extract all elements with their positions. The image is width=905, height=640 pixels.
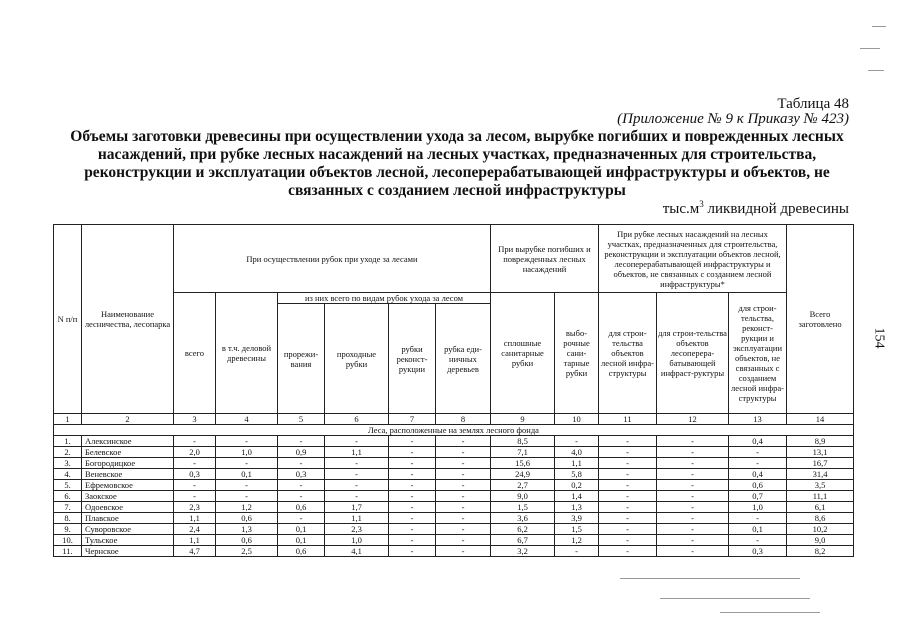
value-cell: - [436, 546, 491, 557]
value-cell: - [729, 447, 787, 458]
value-cell: 0,6 [216, 513, 278, 524]
value-cell: - [436, 535, 491, 546]
units-suffix: ликвидной древесины [703, 201, 849, 217]
value-cell: - [599, 546, 657, 557]
row-number: 9. [54, 524, 82, 535]
value-cell: - [599, 524, 657, 535]
value-cell: - [599, 513, 657, 524]
value-cell: - [174, 491, 216, 502]
value-cell: 1,2 [555, 535, 599, 546]
value-cell: 3,6 [491, 513, 555, 524]
header-passing-cuts: проходные рубки [325, 304, 389, 414]
value-cell: - [436, 469, 491, 480]
table-row [54, 480, 854, 491]
scan-artifact [620, 578, 800, 579]
value-cell: 15,6 [491, 458, 555, 469]
value-cell: - [436, 502, 491, 513]
value-cell: 0,7 [729, 491, 787, 502]
forestry-name: Заокское [82, 491, 174, 502]
header-infra-group: При рубке лесных насаждений на лесных участках, предназначенных для строительства, реконструкции и эксплуатации объектов лесной, лесоперерабатывающей инфраструктуры и объектов, не связанных с созданием лесной инфраструктуры* [599, 225, 787, 293]
column-number: 9 [491, 414, 555, 425]
value-cell: 4,1 [325, 546, 389, 557]
value-cell: 4,0 [555, 447, 599, 458]
value-cell: - [436, 458, 491, 469]
column-number: 2 [82, 414, 174, 425]
value-cell: - [657, 502, 729, 513]
value-cell: - [389, 436, 436, 447]
value-cell: 5,8 [555, 469, 599, 480]
table-number: Таблица 48 [777, 96, 849, 112]
value-cell: - [555, 436, 599, 447]
row-number: 2. [54, 447, 82, 458]
document-title: Объемы заготовки древесины при осуществлении ухода за лесом, вырубке погибших и поврежденных лесных насаждений, при рубке лесных насаждений на лесных участках, предназначенных для строительства, реконструкции и эксплуатации объектов лесной, лесоперерабатывающей инфраструктуры и объектов, не связанных с созданием лесной инфраструктуры [70, 128, 844, 199]
units-label [663, 199, 849, 218]
forestry-name: Ефремовское [82, 480, 174, 491]
column-number: 6 [325, 414, 389, 425]
value-cell: 0,1 [216, 469, 278, 480]
value-cell: 6,1 [787, 502, 854, 513]
value-cell: 13,1 [787, 447, 854, 458]
value-cell: 2,3 [174, 502, 216, 513]
value-cell: 1,0 [216, 447, 278, 458]
value-cell: - [174, 458, 216, 469]
harvest-volume-table [53, 224, 854, 557]
value-cell: - [389, 502, 436, 513]
value-cell: - [278, 491, 325, 502]
header-single-trees: рубка еди-ничных деревьев [436, 304, 491, 414]
column-number: 11 [599, 414, 657, 425]
value-cell: 0,6 [216, 535, 278, 546]
header-care-subgroup: из них всего по видам рубок ухода за лесом [278, 293, 491, 304]
value-cell: - [599, 447, 657, 458]
row-number: 8. [54, 513, 82, 524]
value-cell: - [216, 436, 278, 447]
units-prefix: тыс.м [662, 201, 700, 217]
value-cell: - [599, 458, 657, 469]
table-row [54, 491, 854, 502]
value-cell: 11,1 [787, 491, 854, 502]
value-cell: - [325, 458, 389, 469]
value-cell: 0,3 [729, 546, 787, 557]
value-cell: 3,2 [491, 546, 555, 557]
value-cell: 0,1 [278, 524, 325, 535]
value-cell: - [216, 480, 278, 491]
value-cell: 0,4 [729, 436, 787, 447]
forestry-name: Алексинское [82, 436, 174, 447]
header-selective-sanitary: выбо-рочные сани-тарные рубки [555, 293, 599, 414]
value-cell: 8,2 [787, 546, 854, 557]
value-cell: 2,0 [174, 447, 216, 458]
value-cell: - [657, 480, 729, 491]
column-number: 3 [174, 414, 216, 425]
header-total: Всего заготовлено [787, 225, 854, 414]
row-number: 10. [54, 535, 82, 546]
value-cell: 2,5 [216, 546, 278, 557]
value-cell: 0,1 [729, 524, 787, 535]
table-row [54, 447, 854, 458]
header-reconstruction-cuts: рубки реконст-рукции [389, 304, 436, 414]
row-number: 6. [54, 491, 82, 502]
value-cell: - [599, 436, 657, 447]
value-cell: - [555, 546, 599, 557]
value-cell: 2,7 [491, 480, 555, 491]
value-cell: 8,6 [787, 513, 854, 524]
value-cell: 1,2 [216, 502, 278, 513]
forestry-name: Суворовское [82, 524, 174, 535]
value-cell: 1,7 [325, 502, 389, 513]
value-cell: - [599, 469, 657, 480]
value-cell: - [278, 458, 325, 469]
value-cell: - [657, 546, 729, 557]
value-cell: - [278, 436, 325, 447]
value-cell: - [216, 458, 278, 469]
table-row [54, 535, 854, 546]
value-cell: 0,6 [278, 502, 325, 513]
value-cell: 0,6 [729, 480, 787, 491]
value-cell: 16,7 [787, 458, 854, 469]
header-business-wood: в т.ч. деловой древесины [216, 293, 278, 414]
row-number: 7. [54, 502, 82, 513]
column-number: 5 [278, 414, 325, 425]
table-row [54, 524, 854, 535]
table-row [54, 513, 854, 524]
forestry-name: Чернское [82, 546, 174, 557]
section-title: Леса, расположенные на землях лесного фонда [54, 425, 854, 436]
row-number: 5. [54, 480, 82, 491]
value-cell: - [389, 469, 436, 480]
value-cell: 1,1 [174, 513, 216, 524]
scan-artifact [720, 612, 820, 613]
value-cell: 3,5 [787, 480, 854, 491]
value-cell: - [599, 535, 657, 546]
row-number: 3. [54, 458, 82, 469]
table-row [54, 546, 854, 557]
scan-artifact [860, 48, 880, 49]
column-number: 10 [555, 414, 599, 425]
header-name: Наименование лесничества, лесопарка [82, 225, 174, 414]
column-number: 7 [389, 414, 436, 425]
value-cell: - [729, 535, 787, 546]
row-number: 1. [54, 436, 82, 447]
table-row [54, 469, 854, 480]
row-number: 4. [54, 469, 82, 480]
value-cell: 1,3 [216, 524, 278, 535]
value-cell: 1,5 [491, 502, 555, 513]
column-number: 12 [657, 414, 729, 425]
value-cell: - [657, 458, 729, 469]
value-cell: 1,4 [555, 491, 599, 502]
value-cell: - [389, 524, 436, 535]
table-row [54, 458, 854, 469]
value-cell: 1,1 [555, 458, 599, 469]
page-number: 154 [871, 327, 887, 349]
value-cell: 1,0 [325, 535, 389, 546]
scan-artifact [660, 598, 810, 599]
value-cell: 6,7 [491, 535, 555, 546]
value-cell: - [436, 447, 491, 458]
value-cell: - [325, 480, 389, 491]
value-cell: - [389, 513, 436, 524]
value-cell: 9,0 [491, 491, 555, 502]
value-cell: 1,3 [555, 502, 599, 513]
value-cell: 3,9 [555, 513, 599, 524]
value-cell: - [174, 480, 216, 491]
header-processing-infra: для строи-тельства объектов лесоперера-батывающей инфраст-руктуры [657, 293, 729, 414]
value-cell: - [729, 458, 787, 469]
value-cell: - [436, 436, 491, 447]
value-cell: 10,2 [787, 524, 854, 535]
value-cell: 1,1 [174, 535, 216, 546]
value-cell: 0,1 [278, 535, 325, 546]
value-cell: - [729, 513, 787, 524]
forestry-name: Одоевское [82, 502, 174, 513]
value-cell: 0,6 [278, 546, 325, 557]
header-clear-sanitary: сплошные санитарные рубки [491, 293, 555, 414]
value-cell: 0,3 [278, 469, 325, 480]
value-cell: - [657, 535, 729, 546]
value-cell: 0,2 [555, 480, 599, 491]
value-cell: 1,1 [325, 513, 389, 524]
value-cell: 0,3 [174, 469, 216, 480]
value-cell: 1,1 [325, 447, 389, 458]
value-cell: - [599, 502, 657, 513]
value-cell: 6,2 [491, 524, 555, 535]
value-cell: 31,4 [787, 469, 854, 480]
header-dead-group: При вырубке погибших и поврежденных лесных насаждений [491, 225, 599, 293]
header-all: всего [174, 293, 216, 414]
header-thinning: прорежи-вания [278, 304, 325, 414]
value-cell: - [389, 535, 436, 546]
value-cell: 1,5 [555, 524, 599, 535]
header-forest-infra: для строи-тельства объектов лесной инфра-структуры [599, 293, 657, 414]
units-superscript: 3 [699, 199, 704, 209]
value-cell: - [657, 524, 729, 535]
table-row [54, 502, 854, 513]
value-cell: 2,3 [325, 524, 389, 535]
value-cell: - [657, 513, 729, 524]
value-cell: - [174, 436, 216, 447]
forestry-name: Плавское [82, 513, 174, 524]
forestry-name: Веневское [82, 469, 174, 480]
value-cell: - [657, 491, 729, 502]
value-cell: - [657, 447, 729, 458]
value-cell: 1,0 [729, 502, 787, 513]
value-cell: - [657, 469, 729, 480]
column-number: 4 [216, 414, 278, 425]
value-cell: - [325, 436, 389, 447]
value-cell: - [389, 458, 436, 469]
table-body [54, 436, 854, 557]
scan-artifact [872, 26, 886, 27]
value-cell: 9,0 [787, 535, 854, 546]
header-care-group: При осуществлении рубок при уходе за лесами [174, 225, 491, 293]
column-number: 1 [54, 414, 82, 425]
value-cell: 4,7 [174, 546, 216, 557]
forestry-name: Тульское [82, 535, 174, 546]
value-cell: - [278, 513, 325, 524]
value-cell: 7,1 [491, 447, 555, 458]
value-cell: - [599, 480, 657, 491]
value-cell: 8,5 [491, 436, 555, 447]
value-cell: - [436, 491, 491, 502]
value-cell: - [657, 436, 729, 447]
row-number: 11. [54, 546, 82, 557]
value-cell: 24,9 [491, 469, 555, 480]
header-n: N п/п [54, 225, 82, 414]
value-cell: - [436, 513, 491, 524]
value-cell: 8,9 [787, 436, 854, 447]
value-cell: - [389, 491, 436, 502]
value-cell: - [389, 480, 436, 491]
column-number: 8 [436, 414, 491, 425]
value-cell: - [216, 491, 278, 502]
value-cell: - [389, 447, 436, 458]
forestry-name: Богородицкое [82, 458, 174, 469]
header-non-infra: для строи-тельства, реконст-рукции и эксплуатации объектов, не связанных с созданием лесной инфра-структуры [729, 293, 787, 414]
value-cell: - [599, 491, 657, 502]
value-cell: 2,4 [174, 524, 216, 535]
column-number: 13 [729, 414, 787, 425]
value-cell: - [325, 469, 389, 480]
value-cell: 0,4 [729, 469, 787, 480]
value-cell: - [278, 480, 325, 491]
value-cell: - [436, 480, 491, 491]
table-row [54, 436, 854, 447]
value-cell: - [325, 491, 389, 502]
value-cell: - [436, 524, 491, 535]
appendix-reference: (Приложение № 9 к Приказу № 423) [617, 111, 849, 127]
column-number: 14 [787, 414, 854, 425]
value-cell: - [389, 546, 436, 557]
scan-artifact [868, 70, 884, 71]
column-number-row [54, 414, 854, 425]
forestry-name: Белевское [82, 447, 174, 458]
value-cell: 0,9 [278, 447, 325, 458]
